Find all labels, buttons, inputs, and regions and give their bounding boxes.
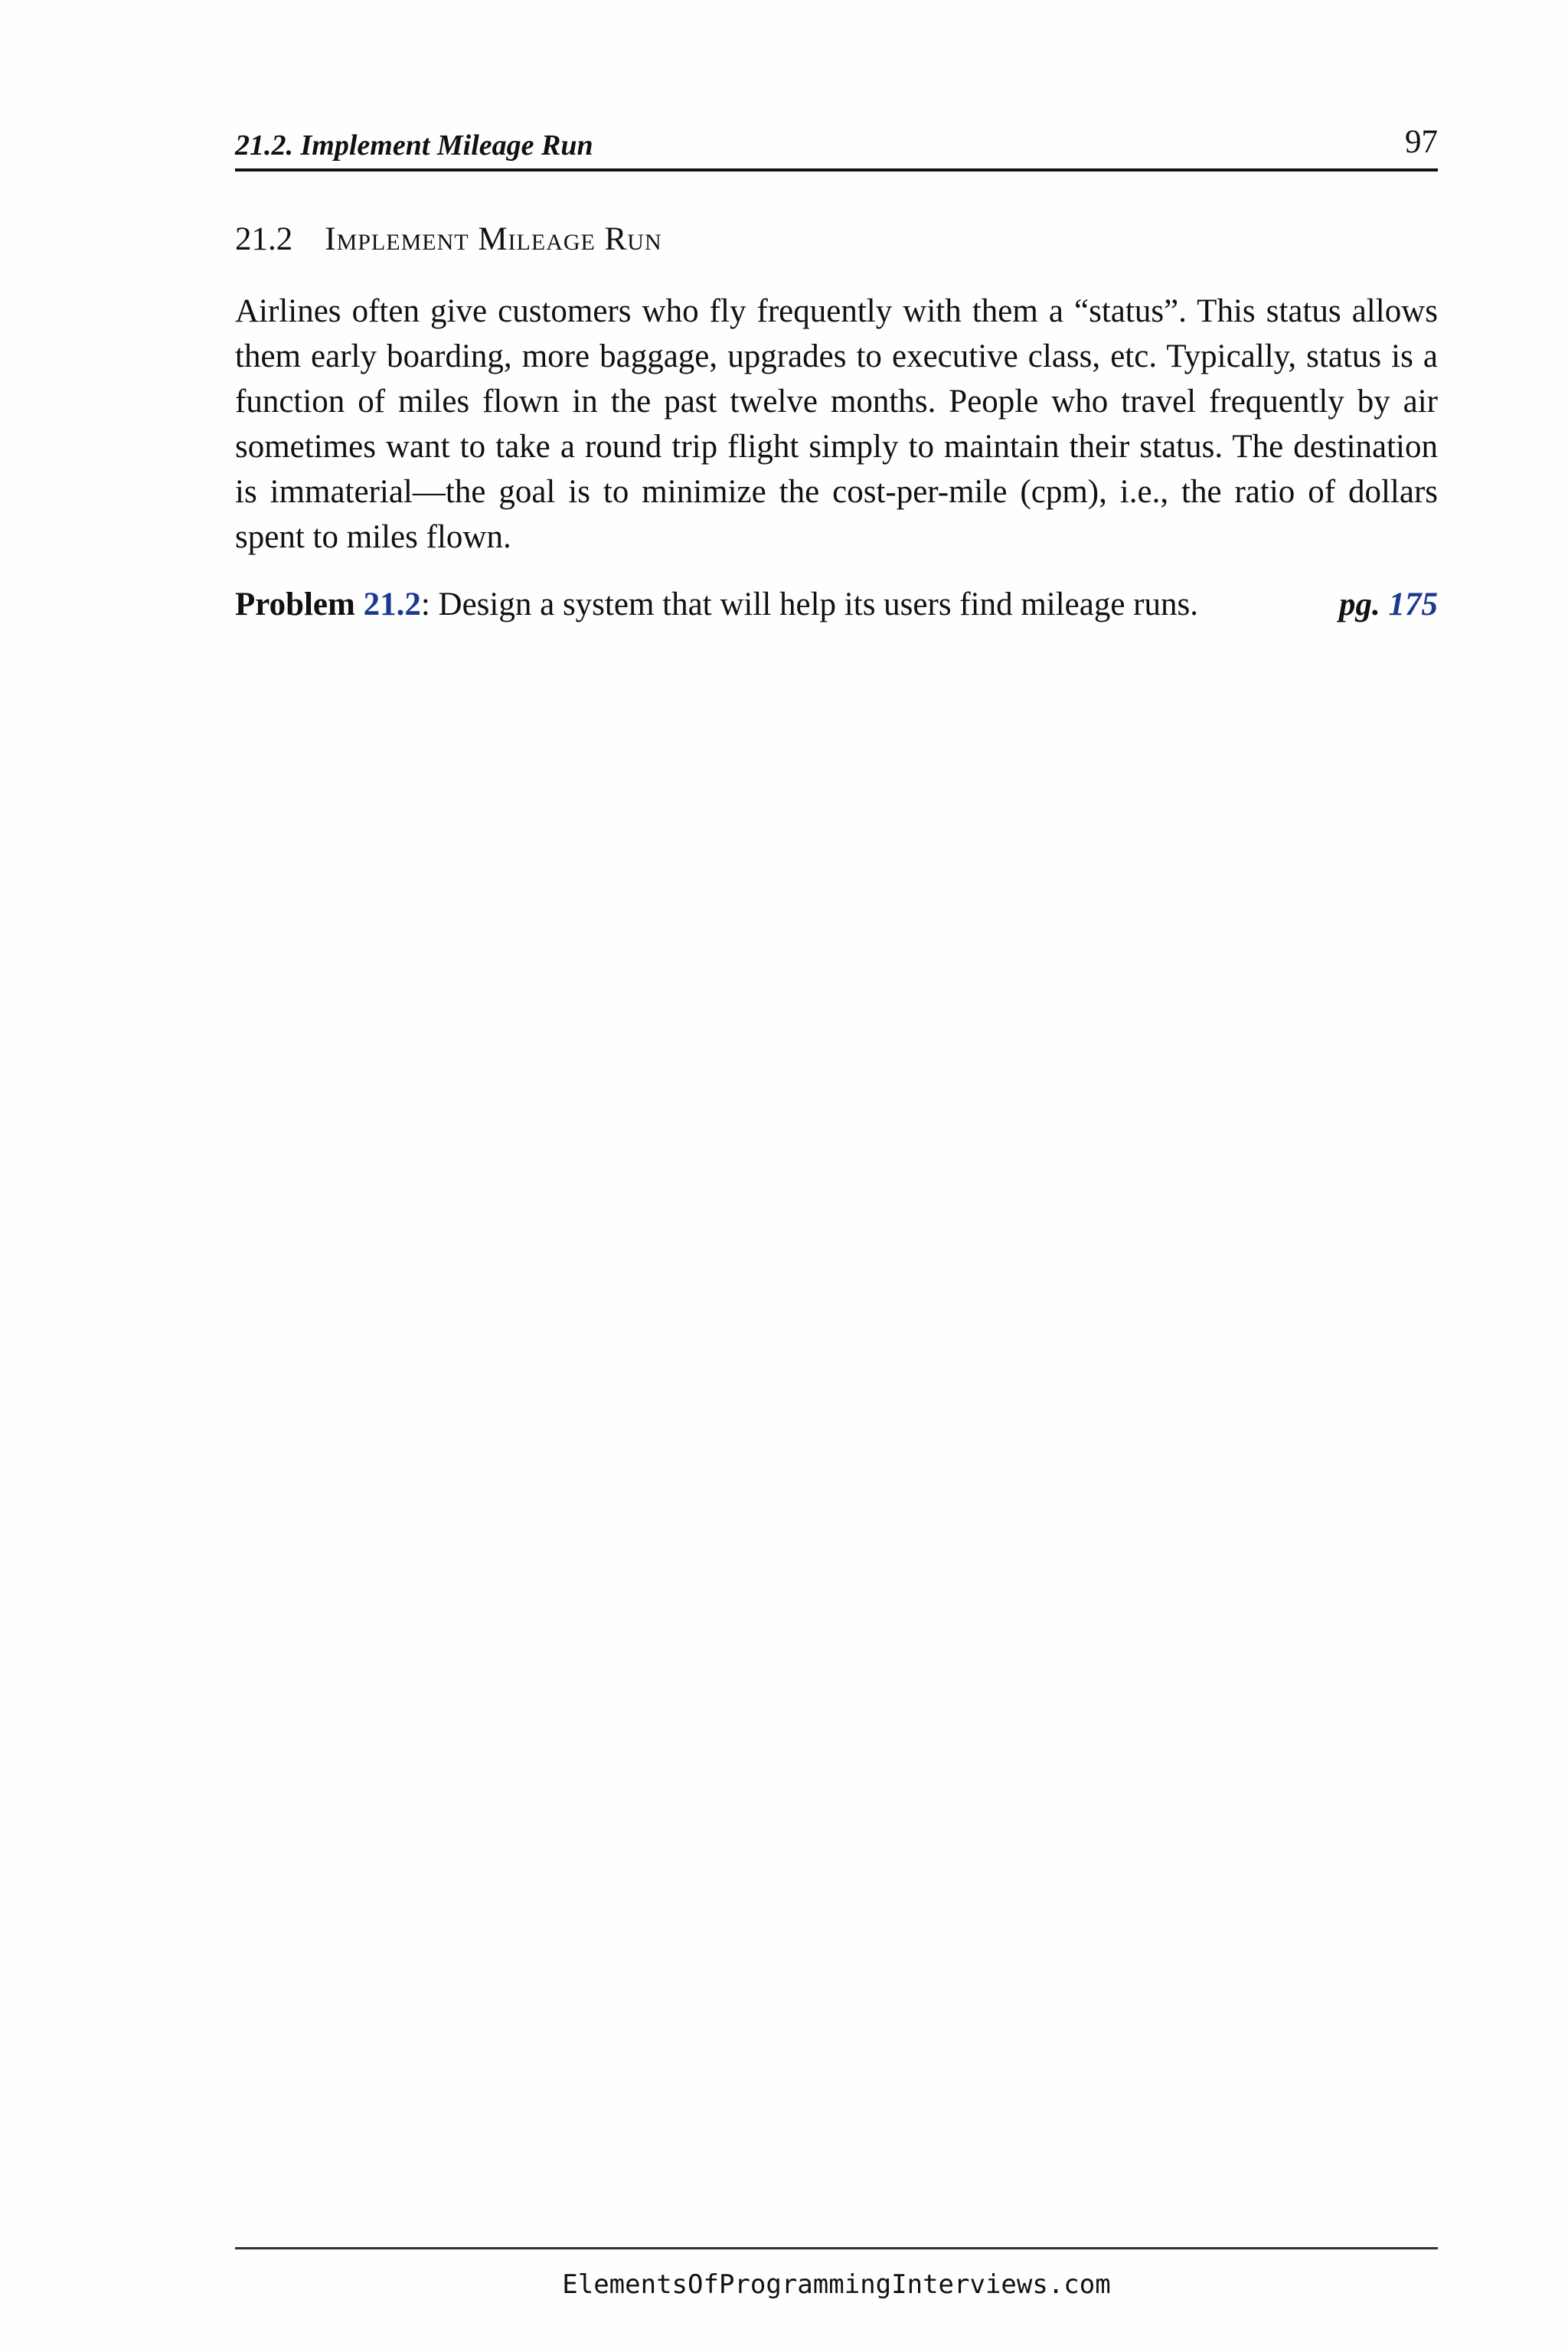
problem-text: Design a system that will help its users find mileage runs.	[438, 586, 1198, 622]
body-paragraph: Airlines often give customers who fly frequently with them a “status”. This status allows them early boarding, more baggage, upgrades to executive class, etc. Typically, status is a function of miles flown in the past twelve months. People who travel frequently by air sometimes want to take a round trip flight simply to maintain their status. The destination is immaterial—the goal is to minimize the cost-per-mile (cpm), i.e., the ratio of dollars spent to miles flown.	[235, 293, 1438, 555]
problem-label: Problem	[235, 586, 355, 622]
page-number: 97	[1405, 124, 1438, 160]
section-heading	[235, 219, 662, 260]
page-header	[235, 122, 1438, 172]
page-ref-link[interactable]: 175	[1388, 586, 1438, 622]
page-footer	[235, 2247, 1438, 2300]
problem-page-reference	[1339, 582, 1438, 627]
section-title: Implement Mileage Run	[325, 221, 662, 257]
footer-site: ElementsOfProgrammingInterviews.com	[562, 2269, 1111, 2300]
section-number: 21.2	[235, 221, 293, 257]
running-title: 21.2. Implement Mileage Run	[235, 129, 593, 162]
page-ref-prefix: pg.	[1339, 586, 1380, 622]
problem-statement	[235, 582, 1438, 627]
problem-separator: :	[420, 586, 430, 622]
problem-number-link[interactable]: 21.2	[363, 586, 421, 622]
